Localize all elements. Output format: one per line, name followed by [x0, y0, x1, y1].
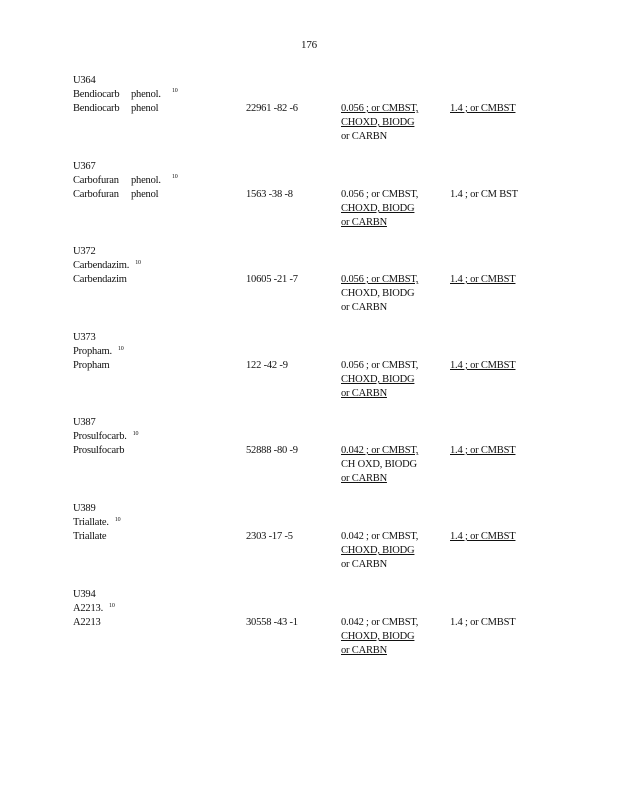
constituent-name: Bendiocarb phenol — [73, 103, 159, 114]
waste-entry — [73, 588, 573, 672]
cas-number: 52888 -80 -9 — [246, 445, 298, 456]
cas-number: 122 -42 -9 — [246, 360, 288, 371]
constituent-name-heading: Carbofuran phenol. 10 — [73, 174, 119, 188]
cas-number: 30558 -43 -1 — [246, 617, 298, 628]
wastewater-standard: 0.042 ; or CMBST, CHOXD, BIODG or CARBN — [341, 617, 419, 656]
nonwastewater-standard: 1.4 ; or CMBST — [450, 103, 516, 114]
waste-code: U387 — [73, 417, 96, 428]
wastewater-standard: 0.056 ; or CMBST, CHOXD, BIODG or CARBN — [341, 360, 419, 399]
waste-code: U367 — [73, 161, 96, 172]
constituent-name-heading: Triallate. $^{10}$ — [73, 517, 121, 528]
waste-entry — [73, 331, 573, 415]
wastewater-standard: 0.042 ; or CMBST, CH OXD, BIODG or CARBN — [341, 445, 419, 484]
constituent-name-heading: Propham. $^{10}$ — [73, 346, 124, 357]
waste-entry — [73, 245, 573, 329]
cas-number: 2303 -17 -5 — [246, 531, 293, 542]
footnote-ref: 10 — [132, 431, 139, 437]
waste-code: U372 — [73, 246, 96, 257]
wastewater-standard: 0.042 ; or CMBST, CHOXD, BIODG or CARBN — [341, 531, 419, 570]
constituent-name: Carbofuran phenol — [73, 189, 159, 200]
waste-entry — [73, 502, 573, 586]
constituent-name: Carbendazim — [73, 274, 127, 285]
footnote-ref: 10 — [117, 346, 124, 352]
nonwastewater-standard: 1.4 ; or CMBST — [450, 360, 516, 371]
constituent-name: A2213 — [73, 617, 101, 628]
cas-number: 10605 -21 -7 — [246, 274, 298, 285]
nonwastewater-standard: 1.4 ; or CMBST — [450, 445, 516, 456]
nonwastewater-standard: 1.4 ; or CM BST — [450, 189, 518, 200]
cas-number: 22961 -82 -6 — [246, 103, 298, 114]
footnote-ref: 10 — [172, 174, 178, 180]
nonwastewater-standard: 1.4 ; or CMBST — [450, 531, 516, 542]
waste-code: U373 — [73, 332, 96, 343]
cas-number: 1563 -38 -8 — [246, 189, 293, 200]
nonwastewater-standard: 1.4 ; or CMBST — [450, 617, 516, 628]
nonwastewater-standard: 1.4 ; or CMBST — [450, 274, 516, 285]
constituent-name-heading: Prosulfocarb. $^{10}$ — [73, 431, 139, 442]
constituent-name: Triallate — [73, 531, 107, 542]
footnote-ref: 10 — [114, 517, 121, 523]
constituent-name: Propham — [73, 360, 110, 371]
constituent-name: Prosulfocarb — [73, 445, 125, 456]
waste-code: U364 — [73, 75, 96, 86]
waste-entry — [73, 74, 573, 158]
wastewater-standard: 0.056 ; or CMBST, CHOXD, BIODG or CARBN — [341, 189, 419, 228]
constituent-name-heading: Bendiocarb phenol. 10 — [73, 88, 119, 102]
constituent-name-heading: A2213. $^{10}$ — [73, 603, 115, 614]
waste-entry — [73, 160, 573, 244]
waste-code: U394 — [73, 589, 96, 600]
footnote-ref: 10 — [135, 260, 141, 266]
waste-code: U389 — [73, 503, 96, 514]
page-number: 176 — [301, 39, 317, 51]
footnote-ref: 10 — [109, 603, 115, 609]
waste-entry — [73, 416, 573, 500]
footnote-ref: 10 — [172, 88, 178, 94]
wastewater-standard: 0.056 ; or CMBST, CHOXD, BIODG or CARBN — [341, 274, 419, 313]
constituent-name-heading: Carbendazim. $^{10}$ — [73, 260, 141, 271]
wastewater-standard: 0.056 ; or CMBST, CHOXD, BIODG or CARBN — [341, 103, 419, 142]
